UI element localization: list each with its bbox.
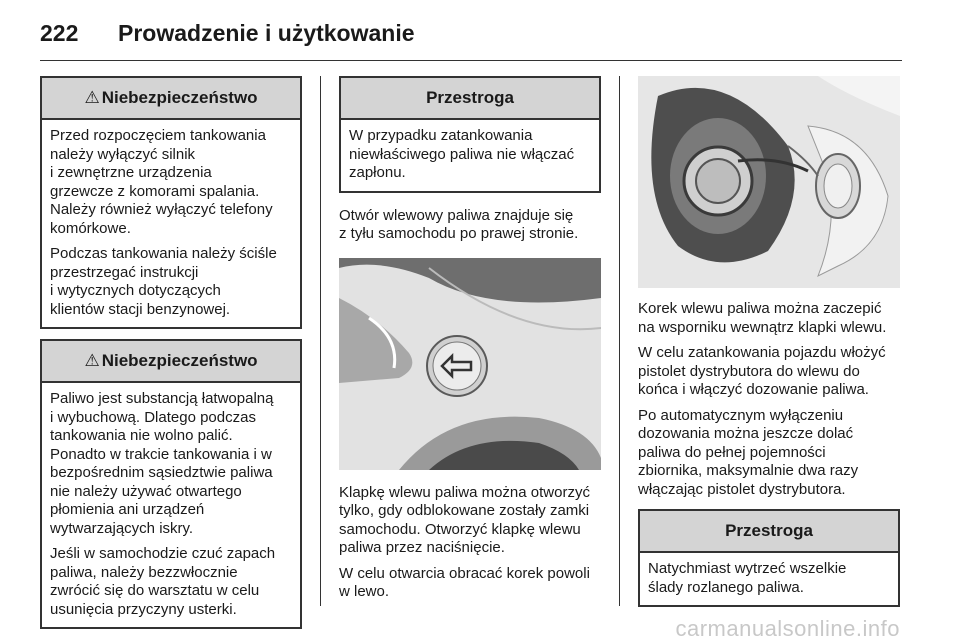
- page-title: Prowadzenie i użytkowanie: [118, 20, 415, 46]
- paragraph: Przed rozpoczęciem tankowania należy wyłączyć silnik i zewnętrzne urządzenia grzewcze z komorami spalania. Należy również wyłączyć telefony komórkowe.: [50, 127, 273, 237]
- warning-triangle-icon: ⚠: [84, 351, 100, 370]
- caution-box: [638, 509, 900, 607]
- caution-box-title: Przestroga: [725, 521, 813, 540]
- paragraph: Paliwo jest substancją łatwopalną i wybuchową. Dlatego podczas tankowania nie wolno palić. Ponadto w trakcie tankowania i w bezpośrednim sąsiedztwie paliwa nie należy używać otwartego płomienia ani urządzeń wytwarzających iskry.: [50, 390, 274, 537]
- paragraph: W celu zatankowania pojazdu włożyć pistolet dystrybutora do wlewu do końca i włączyć dozowanie paliwa.: [638, 344, 886, 398]
- paragraph: W celu otwarcia obracać korek powoli w lewo.: [339, 564, 590, 600]
- caution-box-body: [341, 120, 599, 191]
- danger-box-title: Niebezpieczeństwo: [101, 88, 258, 107]
- watermark: carmanualsonline.info: [675, 616, 900, 641]
- danger-box-body: [42, 383, 300, 627]
- paragraph: Korek wlewu paliwa można zaczepić na wsporniku wewnątrz klapki wlewu.: [638, 300, 887, 336]
- page-header: [40, 14, 902, 52]
- paragraph: Jeśli w samochodzie czuć zapach paliwa, należy bezzwłocznie zwrócić się do warsztatu w celu usunięcia przyczyny usterki.: [50, 545, 276, 618]
- page-number: 222: [40, 20, 79, 46]
- danger-box-body: [42, 120, 300, 327]
- fuel-cap-illustration: [638, 76, 900, 288]
- column-separator: [619, 76, 620, 606]
- column-3: [638, 76, 900, 617]
- warning-triangle-icon: ⚠: [84, 88, 100, 107]
- column-1: [40, 76, 302, 639]
- danger-box-header: [42, 78, 300, 120]
- paragraph: Podczas tankowania należy ściśle przestrzegać instrukcji i wytycznych dotyczących klientów stacji benzynowej.: [50, 245, 277, 318]
- paragraph: Natychmiast wytrzeć wszelkie ślady rozlanego paliwa.: [648, 560, 847, 596]
- column-separator: [320, 76, 321, 606]
- paragraph: Po automatycznym wyłączeniu dozowania można jeszcze dolać paliwa do pełnej pojemności zbiornika, maksymalnie dwa razy włączając pistolet dystrybutora.: [638, 406, 859, 498]
- caution-box-header: [341, 78, 599, 120]
- caution-box: [339, 76, 601, 193]
- column-2: [339, 76, 601, 609]
- paragraph: Klapkę wlewu paliwa można otworzyć tylko, gdy odblokowane zostały zamki samochodu. Otworzyć klapkę wlewu paliwa przez naciśnięcie.: [339, 483, 590, 556]
- paragraph: Otwór wlewowy paliwa znajduje się z tyłu samochodu po prawej stronie.: [339, 206, 579, 242]
- caution-box-title: Przestroga: [426, 88, 514, 107]
- danger-box-header: [42, 341, 300, 383]
- paragraph: W przypadku zatankowania niewłaściwego paliwa nie włączać zapłonu.: [349, 127, 575, 181]
- danger-box-title: Niebezpieczeństwo: [101, 351, 258, 370]
- caution-box-body: [640, 553, 898, 605]
- danger-box: [40, 76, 302, 329]
- caution-box-header: [640, 511, 898, 553]
- fuel-door-illustration: [339, 258, 601, 470]
- header-rule: [40, 60, 902, 61]
- danger-box: [40, 339, 302, 629]
